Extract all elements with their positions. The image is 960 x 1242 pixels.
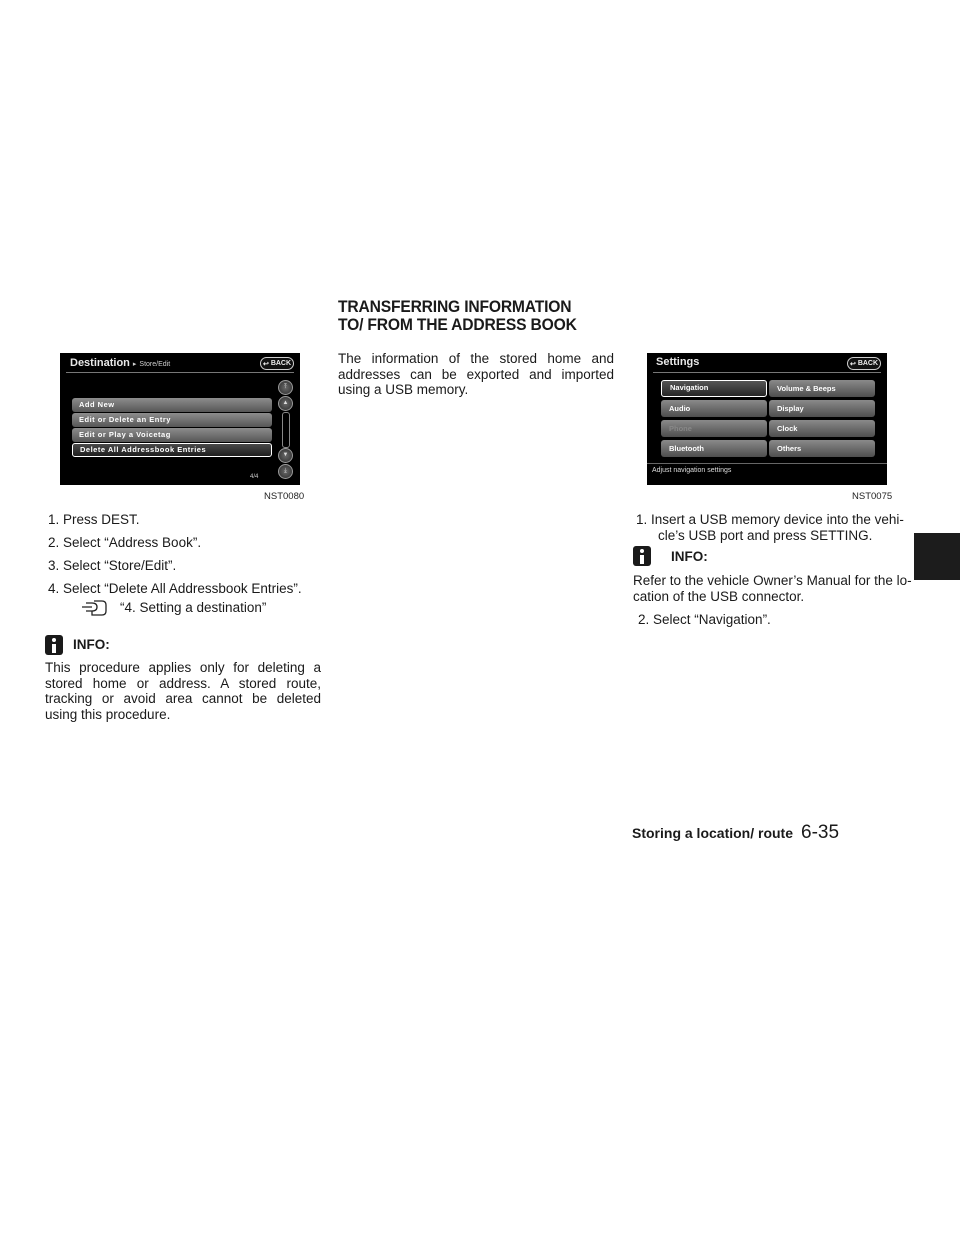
menu-item-edit-play-voicetag[interactable]: Edit or Play a Voicetag xyxy=(72,428,272,442)
settings-item-bluetooth[interactable]: Bluetooth xyxy=(661,440,767,457)
back-button[interactable] xyxy=(847,357,881,370)
info-label-right: INFO: xyxy=(671,549,708,564)
pointing-hand-icon xyxy=(80,597,110,617)
back-arrow-icon: ↩ xyxy=(262,360,269,368)
figure-caption-left: NST0080 xyxy=(264,491,305,502)
screen-title: Destination xyxy=(70,357,130,369)
settings-item-phone[interactable]: Phone xyxy=(661,420,767,437)
scrollbar-track[interactable] xyxy=(282,412,290,448)
section-title-line2: TO/ FROM THE ADDRESS BOOK xyxy=(338,315,577,334)
right-step-1-line1: 1. Insert a USB memory device into the vehi- xyxy=(636,512,904,527)
footer xyxy=(632,822,839,844)
back-label: BACK xyxy=(270,360,292,367)
menu-item-add-new[interactable]: Add New xyxy=(72,398,272,412)
back-arrow-icon: ↩ xyxy=(849,360,856,368)
step-2: 2. Select “Address Book”. xyxy=(48,535,202,550)
intro-paragraph: The information of the stored home and addresses can be exported and imported using a USB memory. xyxy=(338,351,614,397)
settings-item-others[interactable]: Others xyxy=(769,440,875,457)
settings-item-volume-beeps[interactable]: Volume & Beeps xyxy=(769,380,875,397)
right-step-1-line2: cle’s USB port and press SETTING. xyxy=(658,528,873,543)
scroll-bottom-button[interactable]: ⤓ xyxy=(278,464,293,479)
step-4: 4. Select “Delete All Addressbook Entries”. xyxy=(48,581,302,596)
scroll-down-button[interactable]: ▼ xyxy=(278,448,293,463)
scroll-up-button[interactable]: ▲ xyxy=(278,396,293,411)
section-title xyxy=(338,298,577,334)
header-divider xyxy=(66,372,294,373)
info-icon xyxy=(45,635,63,655)
page-indicator: 4/4 xyxy=(250,474,259,480)
scroll-top-button[interactable]: ⤒ xyxy=(278,380,293,395)
settings-item-navigation[interactable]: Navigation xyxy=(661,380,767,397)
settings-screen-figure xyxy=(647,353,887,485)
destination-screen-figure xyxy=(60,353,300,485)
back-button[interactable] xyxy=(260,357,294,370)
info-text-left: This procedure applies only for deleting a stored home or address. A stored route, tracking or avoid area cannot be deleted using this procedure. xyxy=(45,660,321,722)
footer-section: Storing a location/ route xyxy=(632,825,794,841)
figure-caption-right: NST0075 xyxy=(852,491,893,502)
status-text: Adjust navigation settings xyxy=(652,467,732,474)
breadcrumb-arrow-icon: ▸ xyxy=(132,361,137,368)
back-label: BACK xyxy=(857,360,879,367)
menu-item-edit-delete-entry[interactable]: Edit or Delete an Entry xyxy=(72,413,272,427)
settings-item-audio[interactable]: Audio xyxy=(661,400,767,417)
settings-title: Settings xyxy=(656,356,700,368)
breadcrumb: Store/Edit xyxy=(139,361,171,368)
settings-item-display[interactable]: Display xyxy=(769,400,875,417)
right-step-2: 2. Select “Navigation”. xyxy=(638,612,771,627)
info-text-right-line2: cation of the USB connector. xyxy=(633,589,805,604)
info-icon xyxy=(633,546,651,566)
chapter-tab xyxy=(914,533,960,580)
step-3: 3. Select “Store/Edit”. xyxy=(48,558,177,573)
section-title-line1: TRANSFERRING INFORMATION xyxy=(338,297,572,316)
status-divider xyxy=(647,463,887,464)
page-number: 6-35 xyxy=(801,822,840,843)
step-1: 1. Press DEST. xyxy=(48,512,140,527)
header-divider xyxy=(653,372,881,373)
screen-header xyxy=(70,357,170,369)
settings-item-clock[interactable]: Clock xyxy=(769,420,875,437)
reference-link[interactable]: “4. Setting a destination” xyxy=(120,600,267,615)
info-label-left: INFO: xyxy=(73,637,110,652)
info-text-right-line1: Refer to the vehicle Owner’s Manual for the lo- xyxy=(633,573,912,588)
menu-item-delete-all-entries[interactable]: Delete All Addressbook Entries xyxy=(72,443,272,457)
